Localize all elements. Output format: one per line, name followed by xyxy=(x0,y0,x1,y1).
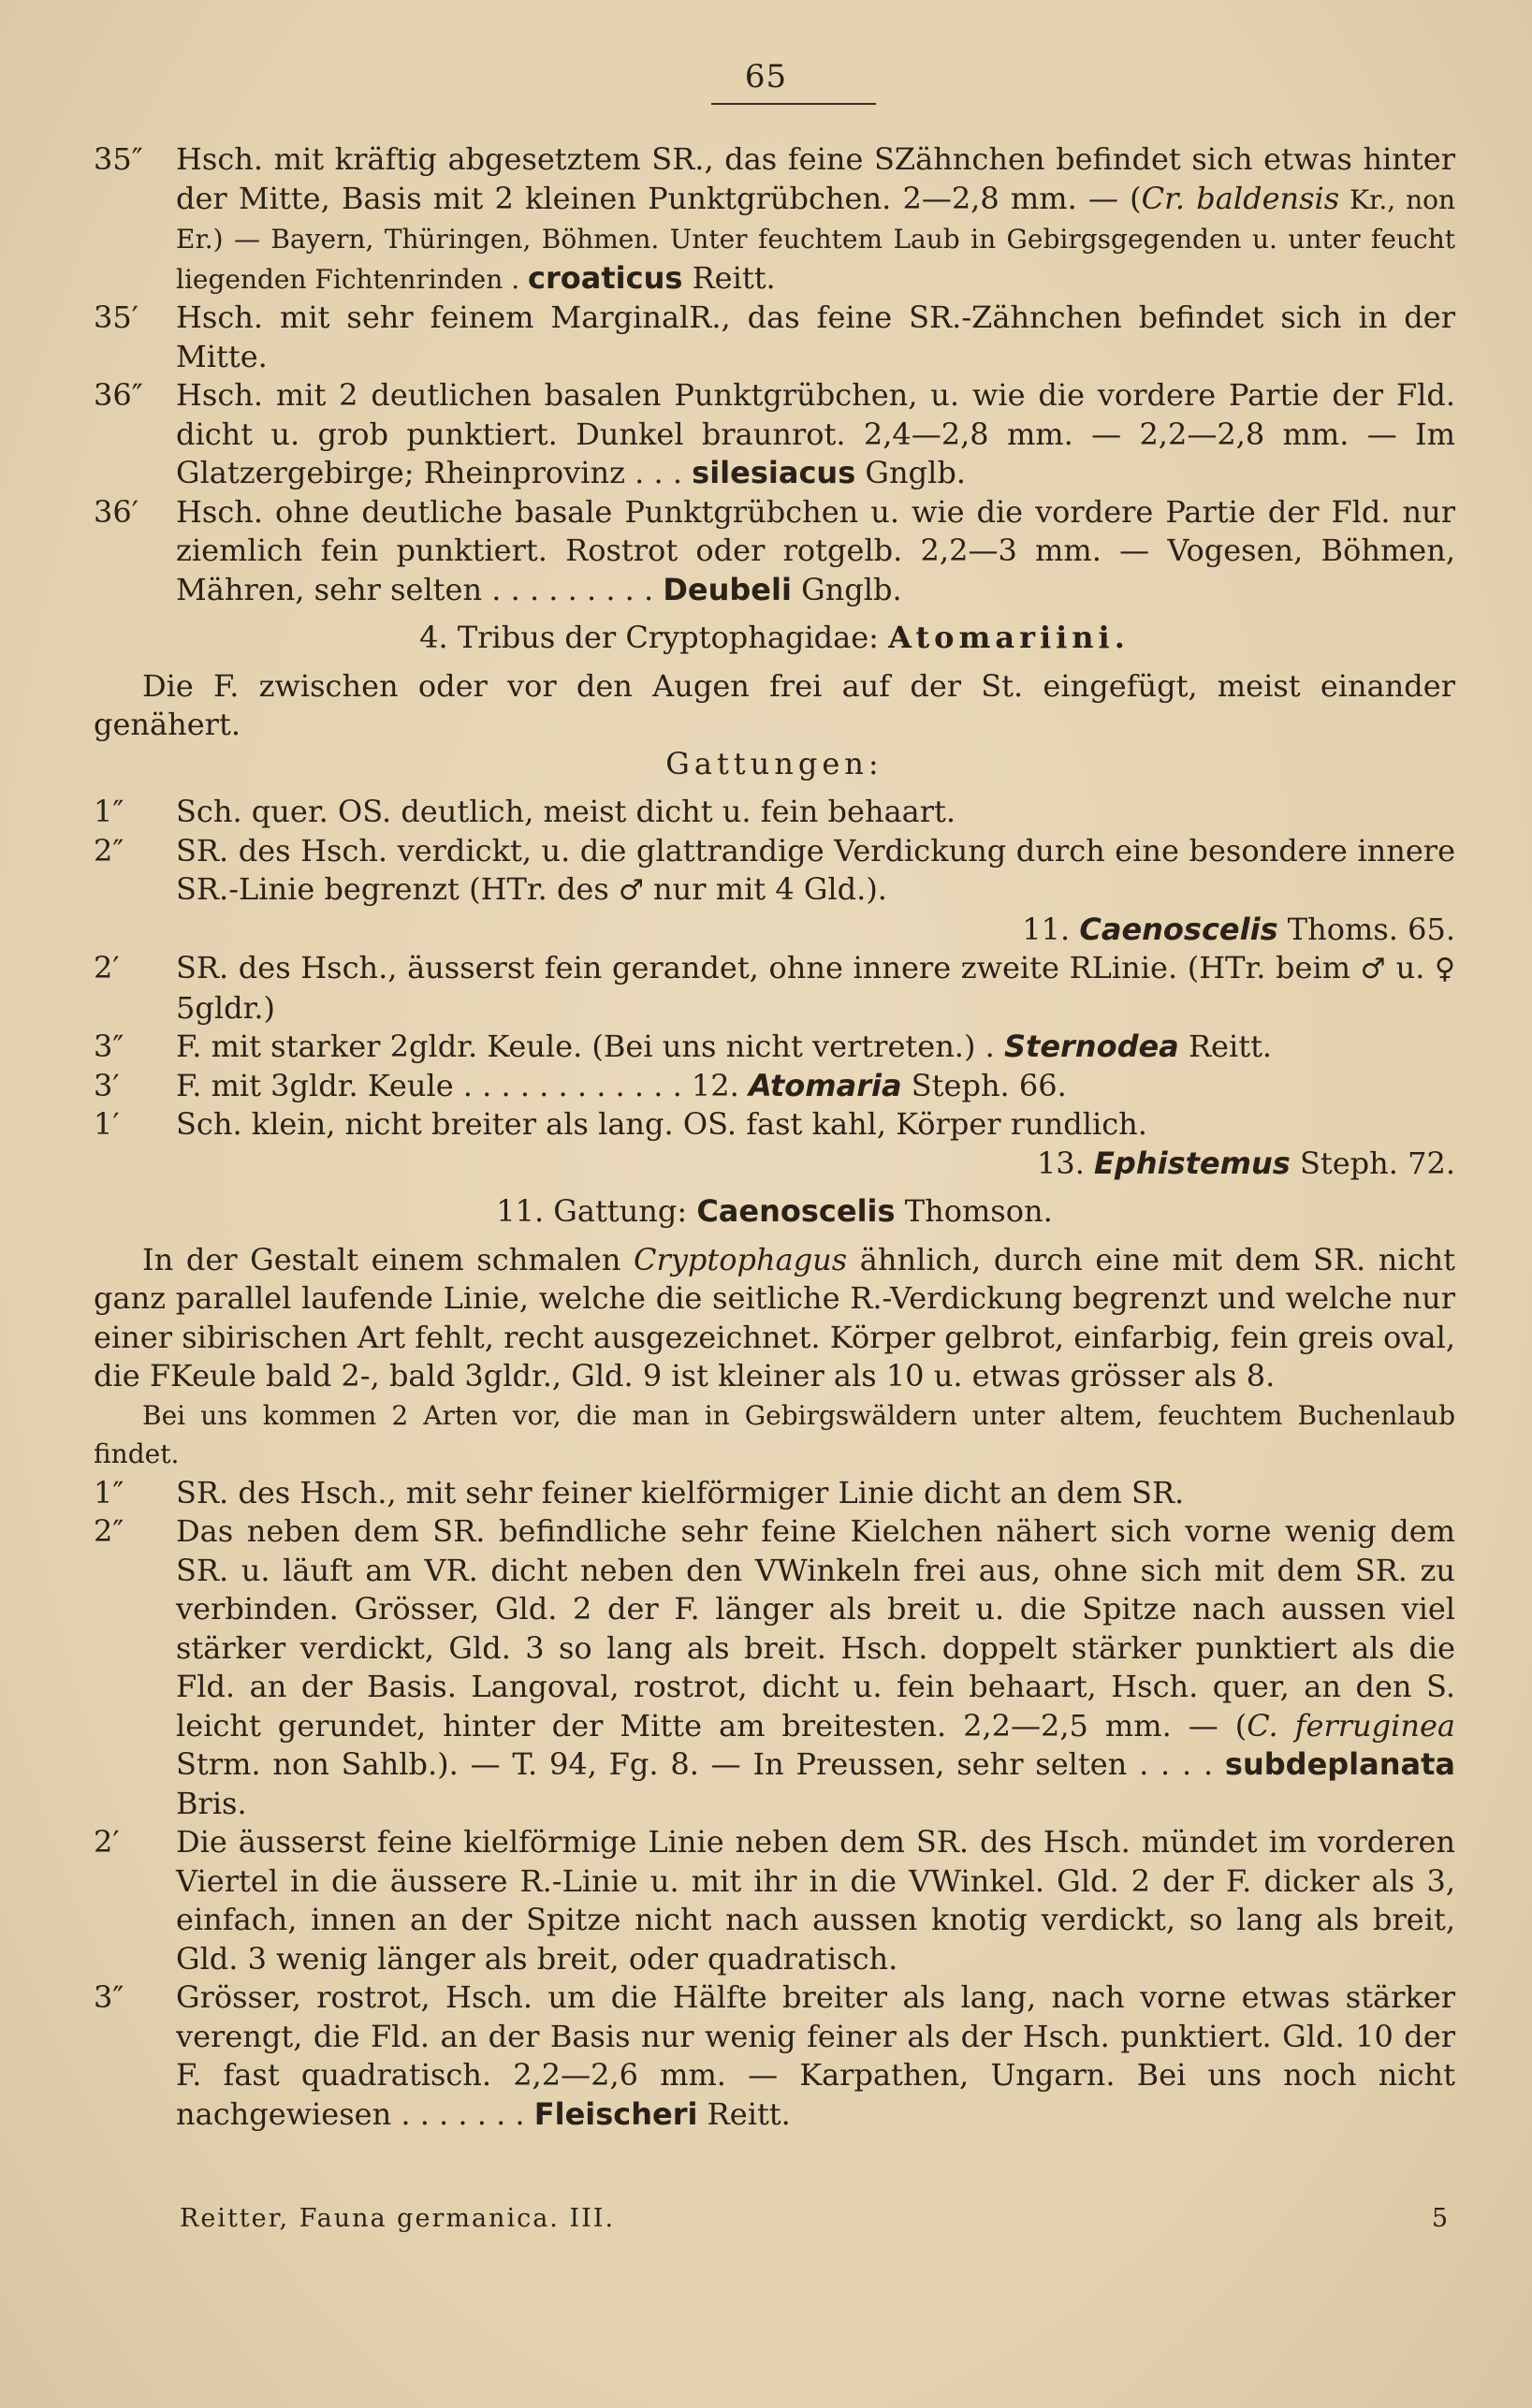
key-text-part: Kr., non Er.) — Bayern, Thüringen, Böhmen. Unter feuchtem Laub in Gebirgsgegenden u. unter feucht liegenden Fichtenrinden . xyxy=(176,183,1456,295)
genus-key-entry xyxy=(94,832,1455,950)
species-name: subdeplanata xyxy=(1224,1746,1455,1782)
male-symbol: ♂ xyxy=(618,874,644,907)
key-text xyxy=(176,1512,1455,1823)
genus-number: 13. xyxy=(1036,1145,1095,1181)
genus-key-entry xyxy=(94,949,1455,1028)
key-text-part: Hsch. ohne deutliche basale Punktgrübchen u. wie die vordere Partie der Fld. nur ziemlich fein punktiert. Rostrot oder rotgelb. 2,2—3 mm. — Vogesen, Böhmen, Mähren, sehr selten . . . . . . . . . xyxy=(176,493,1455,607)
key-number: 1′ xyxy=(94,1106,120,1142)
key-number: 3″ xyxy=(94,1029,124,1064)
genus-key-entry xyxy=(94,1067,1455,1106)
gattung-prefix: 11. Gattung: xyxy=(496,1193,697,1229)
description-part: ähnlich, durch eine mit dem SR. nicht ganz parallel laufende Linie, welche die seitliche R.-Verdickung begrenzt und welche nur einer sibirischen Art fehlt, recht ausgezeichnet. Körper gelbrot, einfarbig, fein greis oval, die FKeule bald 2-, bald 3gldr., Gld. 9 ist kleiner als 10 u. etwas grösser als 8. xyxy=(94,1241,1456,1394)
genus-author: Thoms. 65. xyxy=(1277,911,1455,947)
key-number: 1″ xyxy=(94,794,124,829)
genus-key-entry xyxy=(94,1028,1455,1067)
species-author: Bris. xyxy=(176,1785,247,1821)
page-number-rule xyxy=(711,103,876,105)
species-author: Reitt. xyxy=(697,2095,791,2132)
key-text xyxy=(176,1028,1455,1067)
genus-name: Caenoscelis xyxy=(1079,911,1278,947)
genus-name: Atomaria xyxy=(748,1067,902,1103)
key-text xyxy=(176,832,1455,950)
key-text-part: SR. des Hsch. verdickt, u. die glattrandige Verdickung durch eine besondere innere SR.-Linie begrenzt (HTr. des xyxy=(176,832,1455,907)
gattung-author: Thomson. xyxy=(895,1193,1053,1229)
genus-name: Sternodea xyxy=(1003,1029,1179,1064)
page-footer xyxy=(180,2204,1450,2233)
key-number: 36′ xyxy=(94,493,139,530)
genus-author: Steph. 72. xyxy=(1290,1145,1455,1181)
key-number: 3′ xyxy=(94,1067,120,1103)
gattung-heading xyxy=(94,1192,1455,1232)
genus-result xyxy=(176,1145,1455,1184)
key-text xyxy=(176,1105,1455,1183)
key-text-part: Strm. non Sahlb.). — T. 94, Fg. 8. — In Preussen, sehr selten . . . . xyxy=(176,1746,1225,1782)
key-text-part: Hsch. mit 2 deutlichen basalen Punktgrübchen, u. wie die vordere Partie der Fld. dicht u. grob punktiert. Dunkel braunrot. 2,4—2,8 mm. — 2,2—2,8 mm. — Im Glatzergebirge; Rheinprovinz . . . xyxy=(176,377,1455,490)
female-symbol: ♀ xyxy=(1435,953,1455,985)
species-key-entry xyxy=(94,1512,1455,1823)
key-text-part: nur mit 4 Gld.). xyxy=(643,871,887,907)
genus-author: Reitt. xyxy=(1178,1029,1273,1064)
male-symbol: ♂ xyxy=(1360,953,1386,985)
key-text: SR. des Hsch., mit sehr feiner kielförmiger Linie dicht an dem SR. xyxy=(176,1474,1185,1510)
key-text-part: F. mit starker 2gldr. Keule. (Bei uns nicht vertreten.) . xyxy=(176,1029,1004,1064)
footer-source: Reitter, Fauna germanica. III. xyxy=(180,2204,616,2233)
species-author: Gnglb. xyxy=(865,455,966,490)
species-reference: C. ferruginea xyxy=(1247,1707,1456,1744)
gattungen-heading: Gattungen: xyxy=(665,745,883,781)
key-number: 35″ xyxy=(94,141,143,177)
key-text-part: SR. des Hsch., äusserst fein gerandet, ohne innere zweite RLinie. (HTr. beim xyxy=(176,950,1361,985)
key-entry xyxy=(94,493,1455,610)
key-text xyxy=(176,949,1455,1028)
key-text: Sch. quer. OS. deutlich, meist dicht u. fein behaart. xyxy=(176,794,956,829)
key-number: 2″ xyxy=(94,1513,124,1549)
key-number: 3″ xyxy=(94,1979,124,2015)
key-entry xyxy=(94,376,1455,493)
key-text xyxy=(176,140,1455,299)
tribus-prefix: 4. Tribus der Cryptophagidae: xyxy=(419,620,889,655)
genus-key-entry xyxy=(94,793,1455,832)
species-key-entry xyxy=(94,1823,1455,1978)
page-content xyxy=(94,140,1455,2134)
tribus-heading xyxy=(94,619,1455,658)
gattung-note: Bei uns kommen 2 Arten vor, die man in Gebirgswäldern unter altem, feuchtem Buchenlaub findet. xyxy=(94,1399,1455,1469)
key-text xyxy=(176,493,1455,610)
tribus-description: Die F. zwischen oder vor den Augen frei auf der St. eingefügt, meist einander genähert. xyxy=(94,667,1455,742)
species-key-entry xyxy=(94,1978,1455,2134)
key-number: 1″ xyxy=(94,1474,124,1510)
gattung-description xyxy=(94,1241,1455,1396)
species-author: Reitt. xyxy=(692,259,776,296)
key-text-part: Sch. klein, nicht breiter als lang. OS. fast kahl, Körper rundlich. xyxy=(176,1106,1147,1142)
species-name: silesiacus xyxy=(692,455,856,490)
key-text-part: Hsch. mit kräftig abgesetztem SR., das feine SZähnchen befindet sich etwas hinter der Mitte, Basis mit 2 kleinen Punktgrübchen. 2—2,8 mm. — ( xyxy=(176,141,1455,216)
genus-name: Ephistemus xyxy=(1094,1145,1291,1181)
tribus-name: Atomariini. xyxy=(888,620,1130,655)
key-number: 2′ xyxy=(94,950,120,985)
key-text: Die äusserst feine kielförmige Linie neben dem SR. des Hsch. mündet im vorderen Viertel in die äussere R.-Linie u. mit ihr in die VWinkel. Gld. 2 der F. dicker als 3, einfach, innen an der Spitze nicht nach aussen knotig verdickt, so lang als breit, Gld. 3 wenig länger als breit, oder quadratisch. xyxy=(176,1824,1455,1977)
key-number: 35′ xyxy=(94,299,139,335)
genus-result xyxy=(176,911,1455,950)
key-text xyxy=(176,1978,1455,2134)
genus-author: Steph. 66. xyxy=(901,1067,1067,1103)
description-part: In der Gestalt einem schmalen xyxy=(142,1241,635,1277)
key-text-part: u. xyxy=(1386,950,1436,985)
footer-signature: 5 xyxy=(1431,2204,1450,2233)
genus-key-entry xyxy=(94,1105,1455,1183)
key-text-part: 5gldr.) xyxy=(176,989,275,1026)
key-text xyxy=(176,376,1455,493)
key-text xyxy=(176,1067,1455,1106)
species-name: croaticus xyxy=(528,259,683,296)
genus-reference: Cryptophagus xyxy=(634,1241,848,1277)
genus-number: 11. xyxy=(1022,911,1080,947)
species-author: Gnglb. xyxy=(801,571,902,607)
species-name: Fleischeri xyxy=(533,2095,698,2132)
key-number: 2′ xyxy=(94,1824,120,1860)
key-text-part: F. mit 3gldr. Keule . . . . . . . . . . . . 12. xyxy=(176,1067,749,1103)
species-reference: Cr. baldensis xyxy=(1141,180,1340,216)
species-key-entry xyxy=(94,1474,1455,1513)
key-entry xyxy=(94,140,1455,299)
species-name: Deubeli xyxy=(663,571,792,607)
key-number: 2″ xyxy=(94,832,124,868)
key-entry xyxy=(94,299,1455,376)
page-number: 65 xyxy=(744,58,788,95)
key-text-part: Das neben dem SR. befindliche sehr feine Kielchen nähert sich vorne wenig dem SR. u. läuft am VR. dicht neben den VWinkeln frei aus, ohne sich mit dem SR. zu verbinden. Grösser, Gld. 2 der F. länger als breit u. die Spitze nach aussen viel stärker verdickt, Gld. 3 so lang als breit. Hsch. doppelt stärker punktiert als die Fld. an der Basis. Langoval, rostrot, dicht u. fein behaart, Hsch. quer, an den S. leicht gerundet, hinter der Mitte am breitesten. 2,2—2,5 mm. — ( xyxy=(176,1513,1455,1744)
key-number: 36″ xyxy=(94,377,143,413)
gattung-name: Caenoscelis xyxy=(696,1193,896,1229)
key-text-part: Grösser, rostrot, Hsch. um die Hälfte breiter als lang, nach vorne etwas stärker verengt, die Fld. an der Basis nur wenig feiner als der Hsch. punktiert. Gld. 10 der F. fast quadratisch. 2,2—2,6 mm. — Karpathen, Ungarn. Bei uns noch nicht nachgewiesen . . . . . . . xyxy=(176,1979,1455,2132)
key-text: Hsch. mit sehr feinem MarginalR., das feine SR.-Zähnchen befindet sich in der Mitte. xyxy=(176,299,1455,374)
